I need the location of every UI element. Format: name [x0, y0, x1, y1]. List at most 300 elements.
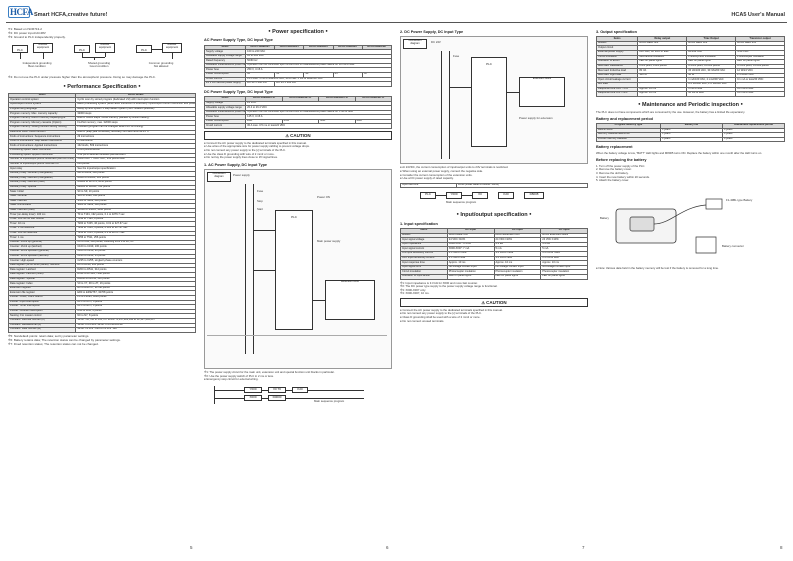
row-label: Counter: 16-bit up (general): [9, 240, 76, 245]
row-label: Program memory: Memory cassette (Option): [9, 121, 76, 126]
dc-note: ● Consider the current consumption of the extension units.: [400, 172, 473, 177]
battery-period-table: [596, 123, 785, 142]
ladder-element: D0000: [268, 395, 286, 401]
table-cell: LED on panel lights: [687, 60, 736, 65]
table-cell: 0.5 A/1 point, 0.8 A/4 points: [736, 64, 785, 69]
row-label: Circuit insulation: [597, 55, 638, 60]
row-label: Input signal form: [401, 265, 448, 270]
battery-replacement-title: Battery replacement: [596, 145, 633, 150]
table-cell: T0 to T191, 192 points, 0.1 to 3276.7 sec: [76, 213, 196, 218]
table-row: [597, 137, 785, 142]
row-label: Number of input/output points: Remote I/O: [9, 162, 76, 167]
section-title-text: Maintenance and Periodic inspection: [642, 101, 739, 108]
section-title-text: Performance Specification: [67, 83, 137, 90]
row-label: 24 V DC service power supply: [205, 82, 246, 87]
table-cell: 80 VA: [638, 69, 687, 74]
row-label: Allowable supply voltage range: [205, 54, 246, 59]
column-header: Items: [401, 229, 448, 234]
table-cell: S0 to S9, 10 points: [76, 190, 196, 195]
warning-icon: ⚠: [285, 132, 289, 138]
input-spec-table: [400, 228, 588, 280]
diagram-label: Main power supply: [317, 239, 341, 244]
table-cell: D200 to D511, 312 points: [76, 268, 196, 273]
row-label: Input signal voltage: [401, 238, 448, 243]
diagram-label: Stop: [257, 199, 263, 204]
table-cell: 4.5 mA or more: [447, 252, 494, 257]
table-cell: C200 to C219, 20 points: [76, 250, 196, 255]
tagline: Smart HCFA,creative future!: [34, 12, 108, 18]
table-cell: 85-242 VAC: [687, 51, 736, 56]
table-cell: S900 to S999, 100 points: [76, 204, 196, 209]
table-cell: 250 VAC, 30 VDC or less: [638, 51, 687, 56]
ground-wire: [172, 53, 173, 59]
row-label: Indication of action: [597, 60, 638, 65]
footnote: ※7: Fixed retention status; The retention status can not be changed.: [8, 341, 99, 346]
table-cell: HCA5 Basic unit: [447, 233, 494, 238]
diagram-label: Power supply for extension: [519, 116, 553, 121]
table-cell: R0 to R32767, 32768 points: [76, 286, 196, 291]
table-cell: 30 W: [687, 73, 736, 78]
row-label: Number of input/output points: Extended (with AC units): [10, 157, 74, 161]
signal-wire: [253, 230, 275, 231]
table-cell: Operation can be continued upon occurrence of instantaneous power failure for 5 ms or less: [246, 110, 392, 115]
table-cell: Approx. 10 ms: [541, 261, 588, 266]
table-cell: 5 mA: [494, 247, 541, 252]
intro-notes: [8, 28, 196, 40]
column-header: Items: [9, 93, 76, 98]
table-cell: 256 points: [76, 162, 196, 167]
ground-wire: [43, 53, 44, 59]
table-cell: 5 years: [660, 128, 722, 133]
table-cell: 24 VDC ±10%: [494, 238, 541, 243]
table-cell: Batch processing system (when END instruction is executed) Input/output refresh instruction and pulse: [77, 102, 196, 106]
table-cell: 0.2 ms or less: [736, 87, 785, 92]
row-label: Indication of input action: [401, 275, 448, 280]
column-header: HCA5-32MR/MT: [275, 45, 304, 50]
bullet-icon: ●: [63, 82, 66, 88]
table-cell: 3 years: [722, 133, 784, 138]
row-label: Constant: Hexadecimal (H): [9, 323, 76, 328]
step-item: 4. Insert the new battery within 20 seconds.: [596, 174, 650, 179]
row-label: Input impedance: [401, 242, 448, 247]
table-cell: 5 years: [660, 137, 722, 142]
row-label: Kinds of instructions: Sequence instructions: [9, 135, 76, 140]
table-cell: 15 VA/100 VAC, 30 VA/200 VAC: [687, 69, 736, 74]
table-cell: -: [638, 82, 687, 87]
table-cell: 50/60 Hz: [246, 59, 392, 64]
table-cell: Photocoupler insulation: [447, 270, 494, 275]
performance-spec-title: [8, 84, 196, 90]
battery-drawing: [596, 187, 785, 267]
power-wire: [245, 184, 246, 354]
row-label: Supply voltage: [205, 101, 246, 106]
row-label: Allowable instantaneous power fai: [206, 110, 246, 114]
battery-replacement-text: When the battery voltage is low, "BATT" LED lights and M8005 turns ON. Replace the battery within one month after the LED turns on.: [596, 150, 763, 155]
dc-note: ● Use a DC power supply of rated capacity.: [400, 176, 454, 181]
equipment-box: Another equipment: [162, 43, 182, 53]
diagram-footnote: ※1: The power supply circuit for the main unit, extension unit and special function unit blocks in particular.: [204, 370, 335, 375]
row-label: Models: [597, 41, 638, 46]
extension-block: Extension units: [325, 280, 375, 320]
table-row: [401, 275, 588, 280]
table-cell: 30W: [319, 119, 355, 124]
table-cell: HCA5 Extension block: [541, 233, 588, 238]
page-8: [596, 28, 785, 544]
diagram-label: Connection diagram: [207, 172, 231, 182]
caution-item: ● Do not connect unused terminals.: [400, 318, 445, 323]
flow-element: Y000: [446, 192, 462, 199]
power-wire: [441, 51, 442, 159]
table-cell: C220 to C234, 15 points: [76, 254, 196, 259]
ladder-caption: Main sequence program: [314, 398, 345, 403]
table-cell: T192 to T199, 8 points: [76, 217, 196, 222]
grounding-caption: Common grounding Not allowed: [148, 60, 174, 69]
step-item: 3. Remove the old battery.: [596, 170, 629, 175]
table-cell: Mechanical insulation: [638, 55, 687, 60]
row-label: Nesting: For master control: [9, 314, 76, 319]
column-header: Items: [597, 37, 638, 42]
table-cell: 10 ms or less: [687, 92, 736, 97]
input-notes: [400, 282, 588, 297]
column-header: DC input: [541, 229, 588, 234]
table-row: [205, 82, 392, 87]
table-cell: 1.52 μs to several hundreds μs/instruction: [76, 153, 196, 158]
table-cell: Photocoupler insulation: [736, 55, 785, 60]
table-cell: Built-in 64000 steps / RAM memory (backed by lithium battery): [76, 116, 196, 121]
row-label: Auxiliary relay: Special: [9, 185, 76, 190]
battery-connector-label: F1-40BL type Battery: [726, 197, 753, 202]
table-cell: 20.4 to 26.4 VDC: [246, 106, 392, 111]
intro-note: ※3: Ground to PLC independently properly.: [8, 34, 66, 39]
table-cell: N0 to N7, 8 points: [76, 314, 196, 319]
row-label: Counter: 32-bit up/down (latched): [9, 254, 76, 259]
table-cell: 85 to 264 VAC: [246, 54, 392, 59]
ground-wire: [20, 53, 21, 59]
table-cell: 5-30 VDC: [736, 51, 785, 56]
row-label: Auxiliary relay: Latched (changeable): [9, 176, 76, 181]
row-label: Models: [401, 233, 448, 238]
footnotes: [8, 335, 196, 347]
table-cell: 100 to 240 VAC: [246, 50, 392, 55]
table-cell: 20W: [246, 119, 282, 124]
row-label: Program memory: Max. memory capacity: [9, 112, 76, 117]
row-label: Data register: Special: [9, 277, 76, 282]
table-cell: 40: [304, 73, 333, 78]
column-header: HCA5-64MR/MT: [333, 45, 362, 50]
column-header: HCA5-64MR/MT-D: [355, 97, 391, 102]
plc-box: PLC: [136, 45, 152, 53]
row-label: Timer: 1 ms retentive: [9, 227, 76, 232]
column-header: Guaranteed replacement period: [722, 123, 784, 128]
row-label: Response time OFF→ON: [597, 87, 638, 92]
table-cell: 1.5 mA or less: [447, 256, 494, 261]
final-note: ● Note: Various data held in the battery memory will be lost if the battery is removed for a long time.: [596, 265, 719, 270]
row-label: FLASH memory cassette: [597, 137, 661, 142]
row-label: Program memory: Built-in memory capacity/type: [9, 116, 76, 121]
flow-element: K20: [498, 192, 514, 199]
row-label: Circuit insulation: [401, 270, 448, 275]
row-label: Processing speed: Basic instruction: [9, 148, 76, 153]
row-label: Supply voltage: [205, 50, 246, 55]
table-cell: 4.3 kΩ: [541, 242, 588, 247]
table-cell: LED on panel lights: [447, 275, 494, 280]
signal-wire: [313, 300, 325, 301]
equipment-box: Another equipment: [95, 43, 115, 53]
table-cell: C235 to C255, single/2-phase counters: [76, 259, 196, 264]
caution-list: [400, 309, 588, 324]
row-label: Auxiliary relay: General (changeable): [9, 171, 76, 176]
table-cell: 25W: [282, 119, 318, 124]
column-header: Transistor output: [736, 37, 785, 42]
table-cell: FLASH memory; max. 32000 steps: [76, 121, 196, 126]
row-label: Power consumption: [205, 73, 246, 78]
table-cell: S10 to S499, 490 points: [76, 194, 196, 199]
column-header: HCA5-32MR/MT-D: [282, 97, 318, 102]
table-cell: P0 to P4095, 4096 points: [76, 295, 196, 300]
column-header: HCA5-48MR/MT-D: [319, 97, 355, 102]
table-cell: Cyclic scan by stored program (dedicated LSI) with interruption function: [76, 98, 196, 103]
table-cell: 24 VDC ±10%: [541, 238, 588, 243]
ac-diagram-title: 1. AC Power Supply, DC Input Type: [204, 162, 268, 167]
footnote: ※6: Battery retains data; The retention status can be changed by parameter settings.: [8, 337, 121, 342]
column-header: DC input: [447, 229, 494, 234]
table-cell: 0.065 μs/instruction: [76, 148, 196, 153]
table-cell: Approx. 10 ms: [638, 87, 687, 92]
table-cell: HCA5 Basic unit: [736, 41, 785, 46]
dc-notes: [400, 166, 588, 181]
flow-line: [436, 195, 446, 196]
row-label: Counter: High-speed: [9, 259, 76, 264]
table-cell: T256 to T511, 256 points: [76, 236, 196, 241]
bullet-icon: ●: [638, 100, 641, 106]
section-title-text: Input/output specification: [460, 212, 528, 219]
battery-holder-shape: [696, 237, 716, 253]
maintenance-intro: The PLC does not have components which are consumed by the use. However, the battery has a limited life expectancy.: [596, 109, 746, 114]
page-7: [400, 28, 588, 544]
dc-table-title: DC Power Supply Type, DC Input Type: [204, 89, 273, 94]
row-label: Inrush current: [205, 77, 246, 82]
column-header: DC input: [494, 229, 541, 234]
table-cell: Approx. 10 ms: [447, 261, 494, 266]
table-cell: 30 A max. 0.5 ms or less/24 VDC: [246, 124, 392, 129]
table-cell: C0 to C99, 100 points, Counting from 0 to 32,767: [76, 240, 196, 245]
table-cell: M0 to M499, 500 points: [76, 171, 196, 176]
dc-power-table: [204, 96, 392, 129]
output-spec-title: 3. Output specification: [596, 30, 637, 34]
signal-wire: [507, 92, 519, 93]
caution-item: ● Do not lay the power supply lines close to I/O signal lines.: [204, 155, 278, 160]
ladder-diagram: [204, 384, 392, 406]
bullet-icon: ●: [138, 82, 141, 88]
table-cell: ER0 to ER32767, 32768 points: [76, 291, 196, 296]
row-label: OFF input sensitivity current: [401, 256, 448, 261]
caution-list: [204, 142, 392, 160]
dc-note: ● When using an external power supply, connect the negative side.: [400, 168, 483, 173]
table-cell: No-voltage contact input: [541, 265, 588, 270]
table-cell: 16-bit: 0 to FFFF 32-bit: 0 to FFFFFFFF: [76, 323, 196, 328]
connector-shape: [706, 199, 722, 209]
row-label: Timer: 100 ms for sub routine: [9, 217, 76, 222]
row-label: Inrush current: [205, 124, 246, 129]
row-label: Input/output control system: [9, 103, 76, 108]
flow-diagram: [400, 190, 588, 208]
row-label: State: Annunciator: [9, 204, 76, 209]
ladder-element: X000: [244, 395, 262, 401]
intro-note: ※2: DC power input=AC48V: [8, 30, 46, 35]
table-cell: HCA5 Basic unit: [687, 41, 736, 46]
page-header: [0, 0, 793, 28]
table-cell: See the input/output specification: [76, 167, 196, 172]
table-cell: LED on panel lights: [638, 60, 687, 65]
table-cell: 4.3 kΩ: [494, 242, 541, 247]
signal-wire: [449, 87, 471, 88]
diagram-label: Fuse: [453, 54, 460, 59]
row-label: Data register: Latched (fixed): [9, 273, 76, 278]
table-cell: X000-X007: 3.3 kΩ: [447, 242, 494, 247]
diagram-label: Connection diagram: [403, 39, 427, 49]
row-label: Program memory: Writing function during running: [9, 126, 76, 131]
diagram-label: Power ON: [317, 195, 330, 200]
table-cell: 0.4 VA/100 VAC, 1.6 VA/200 VAC: [687, 82, 736, 87]
ladder-element: K20: [292, 387, 308, 393]
table-cell: C100 to C199, 100 points: [76, 245, 196, 250]
steps-title: Before replacing the battery: [596, 158, 647, 163]
table-cell: Provided (program can be changed while PLC is running): [76, 126, 196, 131]
input-note: ※1: Input impedance is 3.3 kΩ for X000 and more fast counter.: [400, 280, 478, 285]
battery-label: Battery: [600, 215, 609, 220]
row-label: Programming language: [9, 107, 76, 112]
row-label: Input signal current: [401, 247, 448, 252]
page-number: 6: [386, 545, 389, 550]
table-cell: T250 to T255, 6 points, 0.1 to 3276.7 sec: [76, 231, 196, 236]
diagram-footnotes: [204, 371, 392, 382]
flow-line: [462, 195, 472, 196]
column-header: Items: [205, 97, 246, 102]
ladder-rail: [214, 386, 215, 404]
row-label: Kinds of instructions: Step ladder instructions: [9, 139, 76, 144]
diagram-label: DC 24V: [431, 40, 441, 45]
table-cell: 100 W: [638, 73, 687, 78]
table-cell: -: [638, 78, 687, 83]
table-cell: 0.2 ms or less: [736, 92, 785, 97]
table-cell: 1 ms or less: [687, 87, 736, 92]
row-label: Memory cassette EEPROM: [597, 133, 661, 138]
row-label: Timer: 100 ms retentive: [9, 231, 76, 236]
table-cell: 3.5 mA or more: [541, 252, 588, 257]
bullet-icon: ●: [456, 211, 459, 217]
row-label: Allowable instantaneous power fai: [206, 63, 246, 67]
caution-item: ● Do not connect any power supply to the [•] terminals of the PLC.: [204, 147, 286, 152]
table-cell: LED on panel lights: [736, 60, 785, 65]
row-label: Max load: Light load: [597, 73, 638, 78]
step-item: 5. Attach the battery cover.: [596, 178, 630, 183]
table-cell: 3 years: [722, 128, 784, 133]
caution-banner: [204, 131, 392, 140]
manual-title: HCA5 User's Manual: [731, 12, 785, 18]
table-cell: 0.1 mA or less/30 VDC: [736, 78, 785, 83]
table-cell: M500 to M1023, 524 points: [76, 176, 196, 181]
caution-title: CAUTION: [290, 132, 311, 138]
table-cell: 35: [275, 73, 304, 78]
table-cell: 16-bit: -32,768 to +32,767 32-bit: -2,147,483,648 to +2,147,483,647: [76, 318, 196, 323]
row-label: Constant: Real number (E): [9, 328, 76, 333]
row-label: State: Latched (fixed): [9, 208, 76, 213]
table-cell: D8000 to D8511, 512 points: [76, 277, 196, 282]
table-cell: Photocoupler insulation: [541, 270, 588, 275]
caution-item: ● Connect the AC power supply to the dedicated terminals specified in this manual.: [204, 140, 307, 145]
table-row: [597, 92, 785, 97]
row-label: State: Latched: [9, 199, 76, 204]
table-cell: I010 to I060, 6 points: [76, 309, 196, 314]
row-label: Rated frequency: [205, 59, 246, 64]
table-cell: 1.5 W/24 VDC: [736, 73, 785, 78]
diagram-label: Fuse: [257, 189, 264, 194]
row-label: Max load: Inductive load: [597, 69, 638, 74]
maintenance-title: [596, 102, 785, 108]
bullet-icon: ●: [268, 28, 271, 33]
table-cell: S500 to S899, 400 points: [76, 199, 196, 204]
row-label: Kinds of instructions: Applied instructions: [9, 144, 76, 149]
column-header: HCA5-16MR/MT-D: [246, 97, 282, 102]
table-cell: T200 to T245, 46 points, 0.01 to 327.67 sec: [76, 222, 196, 227]
table-cell: HCA5 Extension unit: [494, 233, 541, 238]
row-label: Pointer: Input interruption: [9, 300, 76, 305]
row-label: Min load: [597, 82, 638, 87]
input-note: ※3: X000-X007 only.: [400, 287, 426, 292]
row-label: Pointer: Counter interruption: [9, 309, 76, 314]
caution-item: ● Connect the AC power supply to the dedicated terminals specified in this manual.: [400, 307, 503, 312]
table-cell: LED on panel lights: [541, 275, 588, 280]
table-cell: Built-in (leap year corrected); accuracy ±45 sec/month at 25°C: [76, 130, 196, 135]
section-title-text: Power specification: [272, 29, 324, 35]
caution-item: ● Use the class D grounding with wire of 2 mm2 or more.: [204, 151, 275, 156]
header-divider: [6, 22, 787, 23]
diagram-footnote: ※2: Use the power supply switch of PLC in 2 ms or less.: [204, 373, 274, 378]
table-cell: 40W: [355, 119, 391, 124]
diagram-label: Start: [257, 207, 263, 212]
caution-banner: [400, 298, 588, 307]
row-label: Input response time: [401, 261, 448, 266]
table-row: [205, 124, 392, 129]
plc-block: PLC: [471, 57, 507, 147]
step-item: 1. Turn off the power supply of the PLC.: [596, 163, 646, 168]
ac-wiring-diagram: [204, 169, 392, 369]
flow-element: D8008: [524, 192, 544, 199]
table-cell: 2 instructions: [76, 139, 196, 144]
table-cell: Approx. 10 ms: [494, 261, 541, 266]
table-cell: V0 to V7, Z0 to Z7, 16 points: [76, 282, 196, 287]
page-number: 5: [190, 545, 193, 550]
table-cell: 5 years: [660, 133, 722, 138]
row-label: Extension register: [9, 286, 76, 291]
row-label: Operation control system: [9, 98, 76, 103]
table-cell: X000-X367 / Y000-Y367, 256 points total: [76, 158, 196, 163]
table-cell: Photothyristor insulation: [687, 55, 736, 60]
table-cell: D0 to D199, 200 points: [76, 263, 196, 268]
row-label: Power fuse: [205, 68, 246, 73]
output-spec-table: [596, 36, 785, 96]
table-cell: 15 A max. 5 ms or less/100 VAC, 28 A max. 5 ms or less/200 VAC: [246, 77, 392, 82]
row-label: Max load: Resistance: [597, 64, 638, 69]
row-label: Allowable supply voltage range: [205, 106, 246, 111]
footnote: ※5: Nondefault points: retain data; set by parameter settings.: [8, 333, 90, 338]
row-label: Data register: Index: [9, 282, 76, 287]
ladder-element: Y000: [244, 387, 262, 393]
table-cell: 2 A/1 point, 8 A/4 points: [638, 64, 687, 69]
power-spec-title: [204, 29, 392, 35]
row-label: Input relay: [9, 167, 76, 172]
row-label: Timer: 1 ms: [9, 236, 76, 241]
